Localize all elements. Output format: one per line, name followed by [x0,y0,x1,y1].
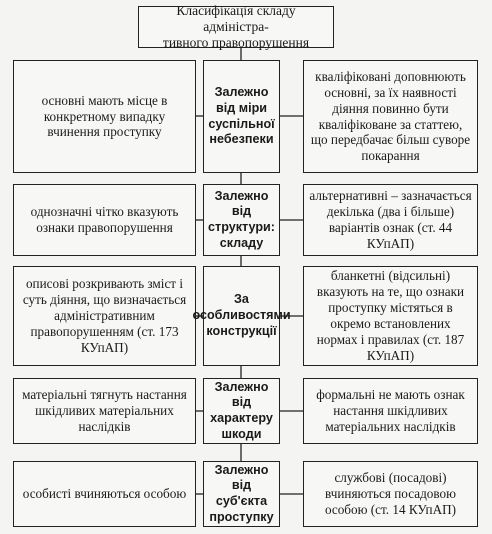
criterion-box-social-danger [203,60,280,173]
right-box-text: кваліфіковані доповнюють основні, за їх наявності діяння повинно бути кваліфіковане за статтею, що передбачає більш суворе покарання [310,68,471,164]
right-box-text: бланкетні (відсильні) вказують на те, що ознаки проступку містяться в окремо встановлених нормах і правилах (ст. 187 КУпАП) [316,268,465,363]
criterion-box-construction [192,266,291,366]
right-box-qualified [303,60,478,173]
criterion-box-harm [203,378,280,444]
criterion-box-structure [203,184,280,256]
criterion-text: Залежно від суб'єкта проступку [209,462,274,524]
criterion-text: Залежно від характеру шкоди [210,379,273,441]
right-box-formal [303,378,478,444]
left-box-basic [13,60,196,173]
criterion-box-subject [203,461,280,527]
right-box-blanket [303,266,478,366]
left-box-personal [13,461,196,527]
criterion-text: Залежно від структури: складу [208,188,275,250]
left-box-text: описові розкривають зміст і суть діяння, що визначається адміністративним правопорушенням (ст. 173 КУпАП) [22,276,187,355]
right-box-official [303,461,478,527]
diagram-title-text: Класифікація складу адміністра- тивного правопорушення [162,2,310,51]
right-box-text: формальні не мають ознак настання шкідливих матеріальних наслідків [316,387,465,434]
right-box-text: службові (посадові) вчиняються посадовою особою (ст. 14 КУпАП) [324,470,457,517]
left-box-text: основні мають місце в конкретному випадку вчинення проступку [41,92,168,140]
criterion-text: За особливостями конструкції [192,292,291,338]
left-box-descriptive [13,266,196,366]
left-box-text: однозначні чітко вказують ознаки правопорушення [30,204,179,235]
left-box-material [13,378,196,444]
right-box-text: альтернативні – зазначається декілька (два і більше) варіантів ознак (ст. 44 КУпАП) [309,188,472,251]
right-box-alternative [303,184,478,256]
left-box-text: матеріальні тягнуть настання шкідливих матеріальних наслідків [22,387,187,434]
criterion-text: Залежно від міри суспільної небезпеки [208,85,275,147]
left-box-unambiguous [13,184,196,256]
diagram-title [138,2,334,51]
left-box-text: особисті вчиняються особою [22,486,187,502]
